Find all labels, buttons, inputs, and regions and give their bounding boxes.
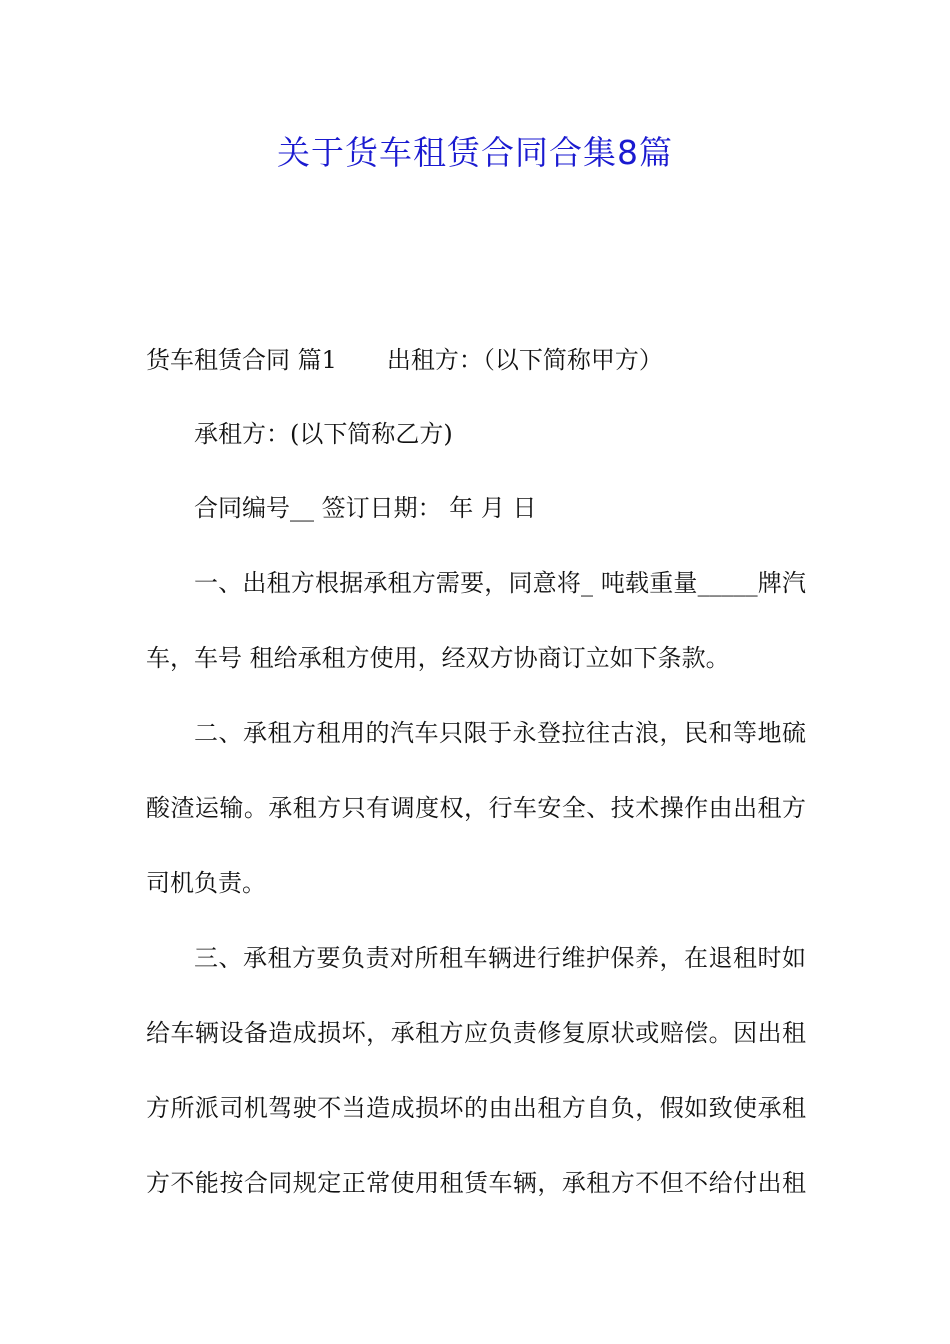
contract-number-line: 合同编号__ 签订日期： 年 月 日 xyxy=(194,494,537,522)
lessee-line: 承租方：(以下简称乙方) xyxy=(194,420,453,448)
paragraph-line: 三、承租方要负责对所租车辆进行维护保养，在退租时如 xyxy=(194,944,806,972)
paragraph-line: 方所派司机驾驶不当造成损坏的由出租方自负，假如致使承租 xyxy=(146,1094,806,1122)
paragraph-line: 酸渣运输。承租方只有调度权，行车安全、技术操作由出租方 xyxy=(146,794,806,822)
document-title: 关于货车租赁合同合集8篇 xyxy=(277,133,673,172)
contract-header-line xyxy=(146,342,806,378)
paragraph-line: 车，车号 租给承租方使用，经双方协商订立如下条款。 xyxy=(146,644,730,672)
contract-heading: 货车租赁合同 篇1 xyxy=(146,346,337,374)
paragraph-line: 方不能按合同规定正常使用租赁车辆，承租方不但不给付出租 xyxy=(146,1169,806,1197)
lessor-label: 出租方：（以下简称甲方） xyxy=(386,346,663,374)
paragraph-line: 给车辆设备造成损坏，承租方应负责修复原状或赔偿。因出租 xyxy=(146,1019,806,1047)
paragraph-line: 司机负责。 xyxy=(146,869,266,897)
paragraph-line: 二、承租方租用的汽车只限于永登拉往古浪，民和等地硫 xyxy=(194,719,806,747)
paragraph-line: 一、出租方根据承租方需要，同意将_ 吨载重量_____牌汽 xyxy=(194,569,806,597)
